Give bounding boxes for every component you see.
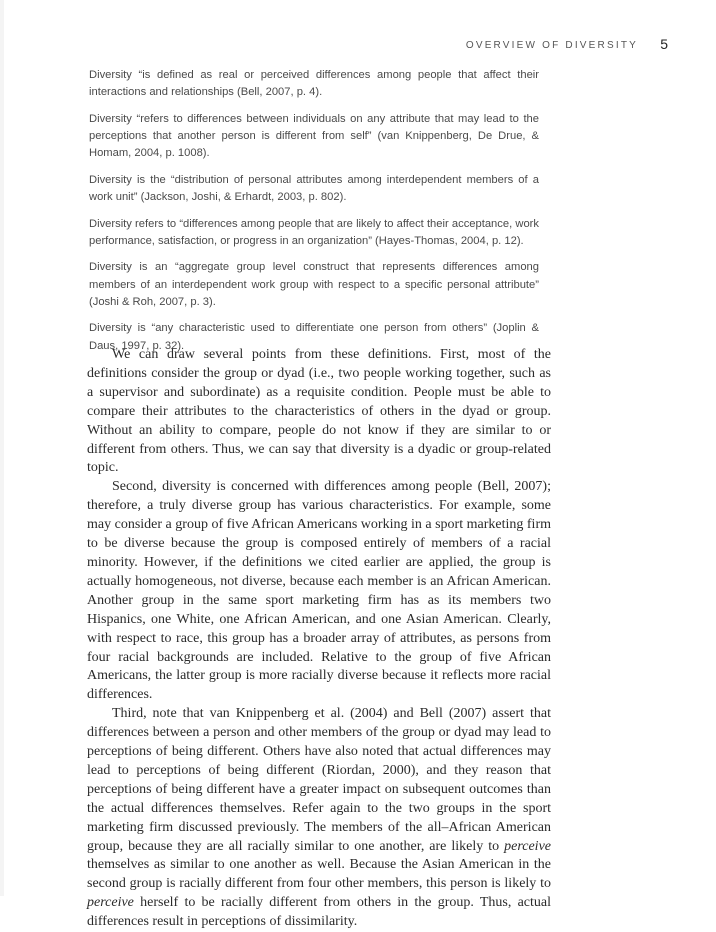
running-head: OVERVIEW OF DIVERSITY [465, 40, 638, 51]
definition-item: Diversity “refers to differences between individuals on any attribute that may lead to the perceptions that another person is different from self” (van Knippenberg, De Drue, & Homam, 2004, p. 1008). [89, 112, 539, 160]
definitions-list [89, 67, 539, 364]
body-text-span: themselves as similar to one another as well. Because the Asian American in the second group is racially different from four other members, this person is likely to [87, 857, 551, 892]
page-number: 5 [660, 36, 668, 52]
definition-item: Diversity is the “distribution of personal attributes among interdependent members of a work unit” (Jackson, Joshi, & Erhardt, 2003, p. 802). [89, 173, 539, 203]
definition-item: Diversity refers to “differences among people that are likely to affect their acceptance, work performance, satisfaction, or progress in an organization” (Hayes-Thomas, 2004, p. 12). [89, 217, 539, 247]
body-text-span: herself to be racially different from others in the group. Thus, actual differences result in perceptions of dissimilarity. [87, 895, 551, 930]
definition-item: Diversity is “any characteristic used to differentiate one person from others” (Joplin & Daus, 1997, p. 32). [89, 322, 539, 352]
emphasis: perceive [87, 895, 134, 911]
body-paragraph-2: Second, diversity is concerned with differences among people (Bell, 2007); therefore, a truly diverse group has various characteristics. For example, some may consider a group of five African Americans working in a sport marketing firm to be diverse because the group is composed entirely of members of a racial minority. However, if the definitions we cited earlier are applied, the group is actually homogeneous, not diverse, because each member is an African American. Another group in the same sport marketing firm has as its members two Hispanics, one White, one African American, and one Asian American. Clearly, with respect to race, this group has a broader array of attributes, as persons from four racial backgrounds are included. Relative to the group of five African Americans, the latter group is more racially diverse because it reflects more racial differences. [87, 479, 551, 703]
definition-item: Diversity “is defined as real or perceived differences among people that affect their interactions and relationships (Bell, 2007, p. 4). [89, 69, 539, 99]
page-gutter [0, 0, 4, 896]
body-text-span: Third, note that van Knippenberg et al. (2004) and Bell (2007) assert that differences between a person and other members of the group or dyad may lead to perceptions of being different. Others have also noted that actual differences may lead to perceptions of being different (Riordan, 2000), and they reason that perceptions of being different have a greater impact on subsequent outcomes than the actual differences themselves. Refer again to the two groups in the sport marketing firm discussed previously. The members of the all–African American group, because they are all racially similar to one another, are likely to [87, 706, 551, 854]
body-paragraph-3 [87, 705, 551, 932]
body-paragraph-1: We can draw several points from these definitions. First, most of the definitions consider the group or dyad (i.e., two people working together, such as a supervisor and subordinate) as a requisite condition. People must be able to compare their attributes to the characteristics of others in the dyad or group. Without an ability to compare, people do not know if they are similar to or different from others. Thus, we can say that diversity is a dyadic or group-related topic. [87, 347, 551, 476]
body-text [87, 346, 551, 932]
emphasis: perceive [504, 838, 551, 854]
definition-item: Diversity is an “aggregate group level construct that represents differences among members of an interdependent work group with respect to a specific personal attribute” (Joshi & Roh, 2007, p. 3). [89, 261, 539, 308]
